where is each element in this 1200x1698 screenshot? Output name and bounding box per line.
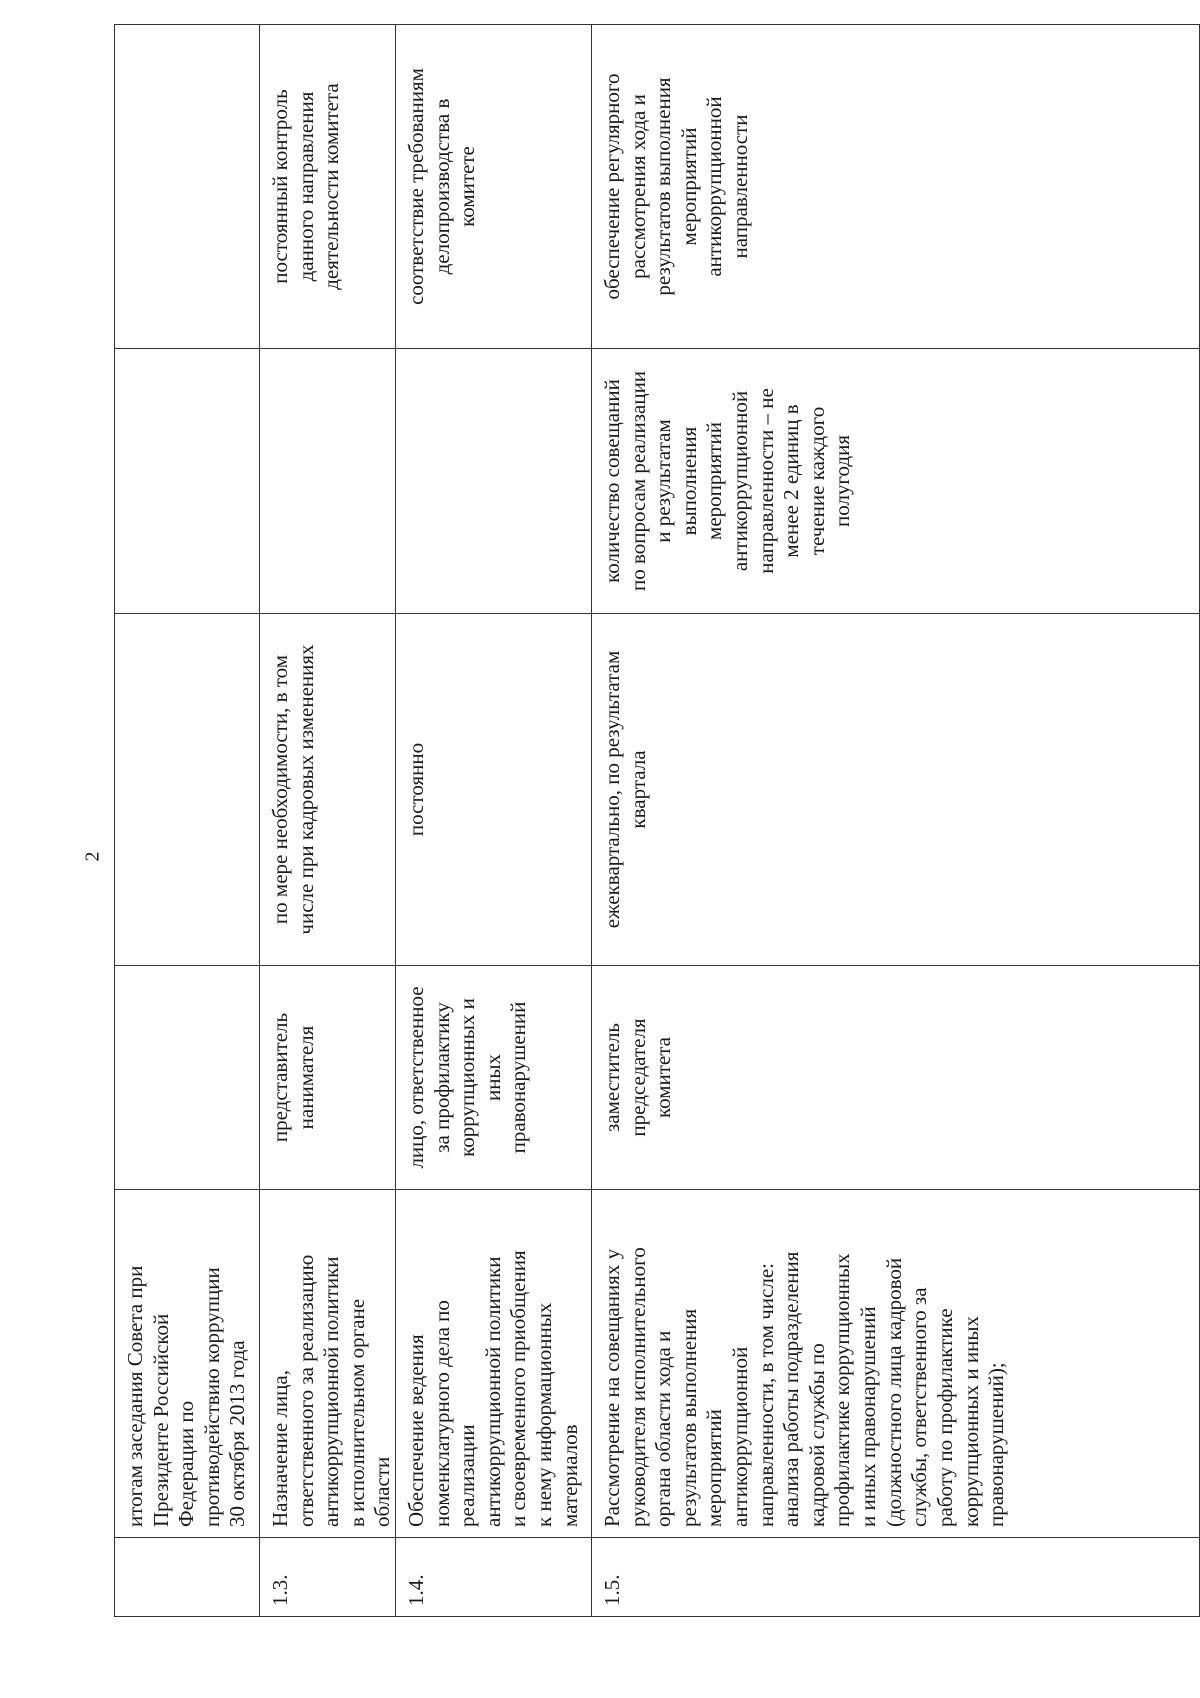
page-number: 2 bbox=[81, 851, 104, 862]
term-cell bbox=[115, 614, 259, 966]
term-cell: ежеквартально, по результатам квартала bbox=[592, 614, 1199, 966]
indicator-cell bbox=[115, 349, 259, 614]
measures-table bbox=[114, 24, 1200, 1617]
rotated-table-wrapper bbox=[114, 24, 1200, 1617]
executor-cell: лицо, ответственное за профилактику коррупционных и иных правонарушений bbox=[396, 966, 591, 1190]
measure-name-cell: Обеспечение ведения номенклатурного дела по реализации антикоррупционной политики и своевременного приобщения к нему информационных материалов bbox=[396, 1190, 591, 1538]
term-cell: постоянно bbox=[396, 614, 591, 966]
row-number-cell bbox=[115, 1538, 259, 1616]
executor-cell bbox=[115, 966, 259, 1190]
measure-name-cell: Назначение лица, ответственного за реализацию антикоррупционной политики в исполнительном органе области bbox=[260, 1190, 395, 1538]
row-number-cell: 1.5. bbox=[600, 1574, 624, 1606]
table-row bbox=[115, 25, 259, 1616]
result-cell: обеспечение регулярного рассмотрения хода и результатов выполнения мероприятий антикоррупционной направленности bbox=[592, 25, 1199, 349]
executor-cell: представитель нанимателя bbox=[260, 966, 395, 1190]
term-cell: по мере необходимости, в том числе при кадровых изменениях bbox=[260, 614, 395, 966]
measure-name-cell: Рассмотрение на совещаниях у руководителя исполнительного органа области хода и результатов выполнения мероприятий антикоррупционной направленности, в том числе: анализа работы подразделения кадровой службы по профилактике коррупционных и иных правонарушений (должностного лица кадровой службы, ответственного за работу по профилактике коррупционных и иных правонарушений); bbox=[592, 1190, 1199, 1538]
measure-name-cell: итогам заседания Совета при Президенте Российской Федерации по противодействию коррупции 30 октября 2013 года bbox=[115, 1190, 259, 1538]
table-row bbox=[259, 25, 395, 1616]
indicator-cell bbox=[396, 349, 591, 614]
row-number-cell: 1.4. bbox=[404, 1574, 428, 1606]
executor-cell: заместитель председателя комитета bbox=[592, 966, 1199, 1190]
table-row bbox=[591, 25, 1199, 1616]
result-cell: постоянный контроль данного направления деятельности комитета bbox=[260, 25, 395, 349]
result-cell: соответствие требованиям делопроизводства в комитете bbox=[396, 25, 591, 349]
indicator-cell: количество совещаний по вопросам реализации и результатам выполнения мероприятий антикоррупционной направленности – не менее 2 единиц в течение каждого полугодия bbox=[592, 349, 1199, 614]
result-cell bbox=[115, 25, 259, 349]
table-row bbox=[395, 25, 591, 1616]
row-number-cell: 1.3. bbox=[268, 1574, 292, 1606]
indicator-cell bbox=[260, 349, 395, 614]
